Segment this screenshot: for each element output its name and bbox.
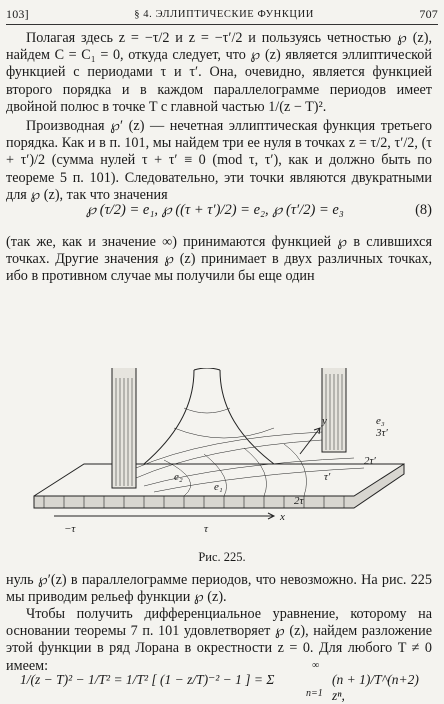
label-e3: e₃	[376, 415, 385, 427]
label-three-tau-prime: 3τ′	[376, 427, 388, 439]
y-axis	[300, 428, 320, 454]
label-tau: τ	[204, 523, 208, 535]
paragraph-4	[6, 572, 432, 606]
paragraph-1-text: Полагая здесь z = −τ/2 и z = −τ′/2 и пользуясь четностью ℘ (z), найдем C = C₁ = 0, откуда следует, что ℘ (z) является эллиптической функцией с периодами τ и τ′. Она, очевидно, является функцией второго порядка и в каждом параллелограмме периодов имеет двойной полюс в точке T с главной частью 1/(z − T)².	[6, 30, 432, 115]
section-number: 103]	[6, 6, 29, 21]
chapter-title: § 4. ЭЛЛИПТИЧЕСКИЕ ФУНКЦИИ	[134, 8, 314, 20]
paragraph-3	[6, 234, 432, 286]
paragraph-5-text: Чтобы получить дифференциальное уравнение, которому на основании теоремы 7 п. 101 удовлетворяет ℘ (z), найдем разложение этой функции в ряд Лорана в окрестности z = 0. Для любого T ≠ 0 имеем:	[6, 606, 432, 674]
label-two-tau-prime: 2τ′	[364, 455, 376, 467]
label-x: x	[280, 511, 285, 523]
figure-caption: Рис. 225.	[198, 550, 246, 564]
label-neg-tau: −τ	[64, 523, 76, 535]
label-two-tau: 2τ	[294, 495, 304, 507]
formula-8-number: (8)	[415, 202, 432, 218]
label-y: y	[322, 415, 327, 427]
page-number: 707	[419, 6, 438, 21]
sum-lower-limit: n=1	[306, 688, 323, 699]
laurent-rhs: (n + 1)/T^(n+2) zⁿ,	[332, 672, 419, 703]
central-peak	[144, 370, 274, 464]
label-tau-prime: τ′	[324, 471, 331, 483]
header-rule	[6, 24, 438, 25]
sum-upper-limit: ∞	[312, 660, 320, 671]
paragraph-2	[6, 118, 432, 204]
formula-8-expression: ℘ (τ/2) = e₁, ℘ ((τ + τ′)/2) = e₂, ℘ (τ′/2) = e₃	[86, 202, 344, 218]
laurent-lhs: 1/(z − T)² − 1/T² = 1/T² [ (1 − z/T)⁻² − 1 ] = Σ	[20, 672, 275, 687]
paragraph-3-text: (так же, как и значение ∞) принимаются функцией ℘ в слившихся точках. Другие значения ℘ (z) принимает в двух различных точках, ибо в противном случае мы получили бы еще один	[6, 234, 432, 285]
paragraph-1	[6, 30, 432, 116]
paragraph-4-text: нуль ℘′(z) в параллелограмме периодов, что невозможно. На рис. 225 мы приводим рельеф функции ℘ (z).	[6, 572, 432, 606]
figure-225	[24, 368, 420, 544]
formula-8	[6, 196, 432, 230]
label-e2: e₂	[174, 471, 183, 483]
running-header	[6, 4, 438, 24]
label-e1: e₁	[214, 481, 223, 493]
paragraph-2-text: Производная ℘′ (z) — нечетная эллиптическая функция третьего порядка. Как и в п. 101, мы найдем три ее нуля в точках z = τ/2, τ′/2, (τ + τ′)/2 (сумма нулей τ + τ′ ≡ 0 (mod τ, τ′), как и должно быть по теореме 5 п. 101). Следовательно, эти точки являются двукратными для ℘ (z), так что значения	[6, 118, 432, 203]
laurent-expansion-formula	[6, 660, 432, 702]
relief-surface-illustration	[24, 368, 420, 544]
